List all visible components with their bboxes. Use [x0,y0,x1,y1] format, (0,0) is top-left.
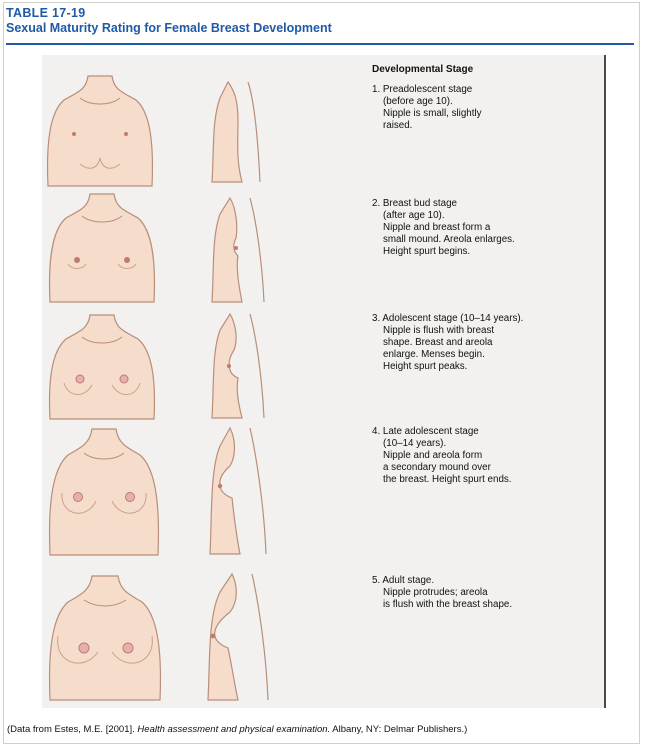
stage-1-side-illustration [208,80,268,184]
stage-4-line: (10–14 years). [383,438,447,449]
stage-5-description [372,575,572,611]
stage-2-front-illustration [44,190,160,304]
stage-4-line: a secondary mound over [383,462,491,473]
stage-4-title: 4. Late adolescent stage [372,426,479,437]
stage-2-side-illustration [208,196,272,304]
stage-2-line: Height spurt begins. [383,246,471,257]
stage-5-title: 5. Adult stage. [372,575,435,586]
stage-1-description [372,84,572,132]
stage-4-line: the breast. Height spurt ends. [383,474,512,485]
stage-2-title: 2. Breast bud stage [372,198,457,209]
stage-3-description [372,313,572,373]
stage-5-line: is flush with the breast shape. [383,599,513,610]
stage-1-line: raised. [383,120,413,131]
stage-3-line: shape. Breast and areola [383,337,493,348]
stage-1-title: 1. Preadolescent stage [372,84,473,95]
stage-5-side-illustration [204,572,280,702]
stage-3-line: enlarge. Menses begin. [383,349,485,360]
stage-3-line: Nipple is flush with breast [383,325,495,336]
stage-3-side-illustration [208,312,272,420]
stage-2-line: small mound. Areola enlarges. [383,234,515,245]
stage-4-line: Nipple and areola form [383,450,483,461]
stage-4-description [372,426,572,486]
stage-5-front-illustration [44,572,166,702]
stage-3-title: 3. Adolescent stage (10–14 years). [372,313,524,324]
table-header [6,6,332,35]
stage-3-line: Height spurt peaks. [383,361,468,372]
stage-4-front-illustration [44,425,164,557]
stage-4-side-illustration [206,426,278,556]
stage-2-description [372,198,572,258]
table-title: Sexual Maturity Rating for Female Breast Development [6,21,332,35]
stage-5-line: Nipple protrudes; areola [383,587,488,598]
stage-3-front-illustration [44,313,160,421]
citation-book-title: Health assessment and physical examination. [137,724,331,735]
citation-prefix: (Data from Estes, M.E. [2001]. [7,724,138,735]
stage-1-front-illustration [40,72,160,187]
stage-2-line: Nipple and breast form a [383,222,491,233]
column-heading: Developmental Stage [372,64,474,75]
header-rule [6,43,634,45]
table-label: TABLE 17-19 [6,6,86,20]
stage-1-line: Nipple is small, slightly [383,108,482,119]
source-citation [7,724,467,735]
stage-2-line: (after age 10). [383,210,445,221]
stage-1-line: (before age 10). [383,96,453,107]
citation-suffix: Albany, NY: Delmar Publishers.) [330,724,468,735]
